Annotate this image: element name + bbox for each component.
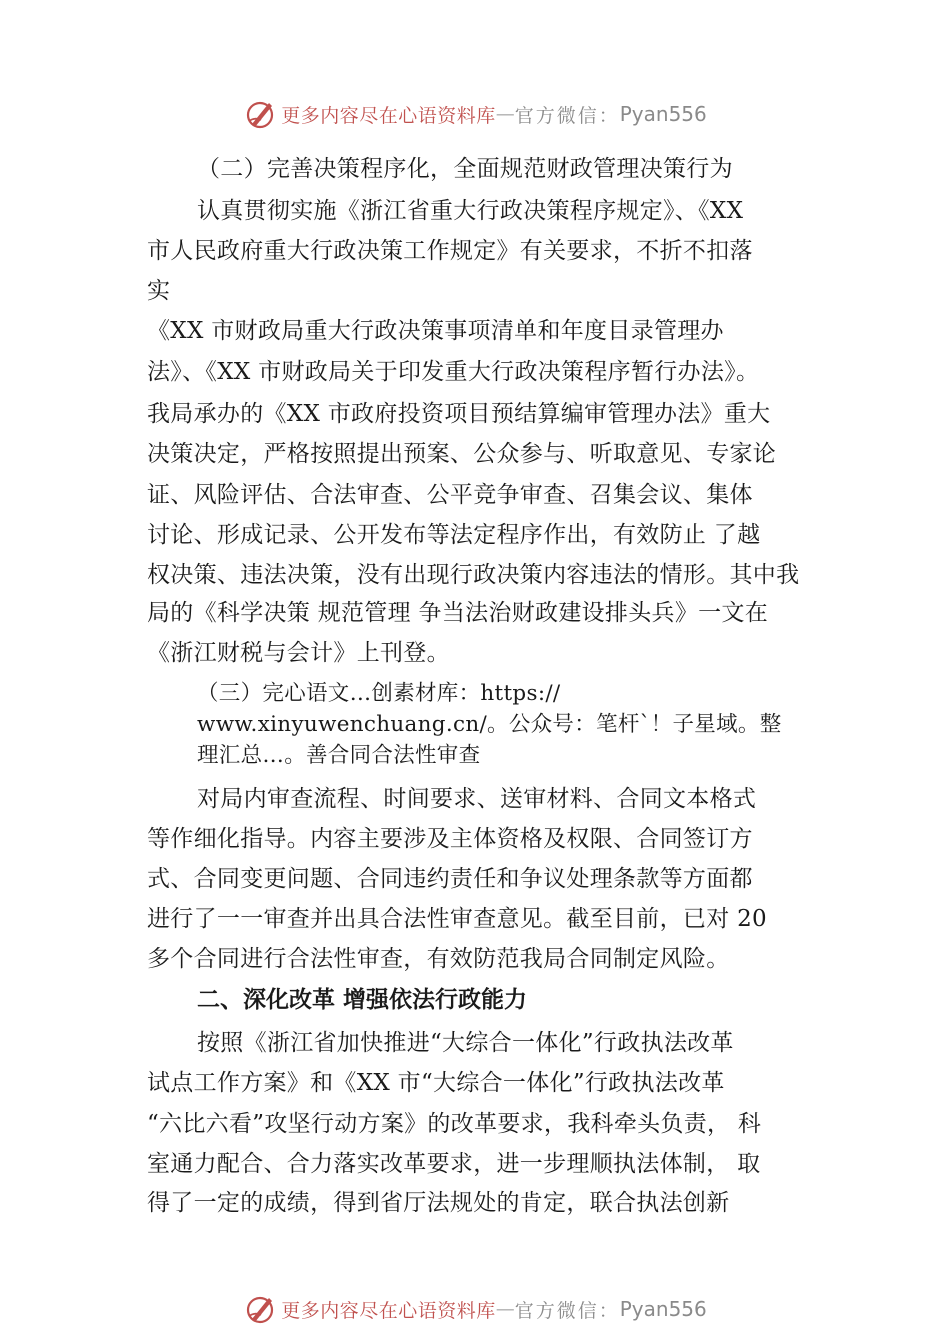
text-line: 证、风险评估、合法审查、公平竞争审查、召集会议、集体	[147, 482, 753, 508]
section-heading-3: （三）完心语文…创素材库：https://	[197, 681, 561, 706]
watermark-wechat-label: 官方微信：	[514, 104, 620, 127]
text-line: 多个合同进行合法性审查，有效防范我局合同制定风险。	[147, 946, 730, 972]
text-line: 按照《浙江省加快推进“大综合一体化”行政执法改革	[197, 1030, 734, 1056]
watermark-banner-top	[0, 94, 950, 134]
text-line: 理汇总…。善合同合法性审查	[197, 743, 481, 768]
text-line: 讨论、形成记录、公开发布等法定程序作出，有效防止 了越	[147, 522, 761, 548]
text-line: 进行了一一审查并出具合法性审查意见。截至目前，已对 20	[147, 906, 767, 932]
text-line: 式、合同变更问题、合同违约责任和争议处理条款等方面都	[147, 866, 753, 892]
text-line: 试点工作方案》和《XX 市“大综合一体化”行政执法改革	[147, 1070, 725, 1096]
watermark-wechat-id: Pyan556	[619, 102, 707, 126]
text-line: 市人民政府重大行政决策工作规定》有关要求，不折不扣落	[147, 238, 753, 264]
section-heading-2: （二）完善决策程序化，全面规范财政管理决策行为	[197, 156, 733, 182]
text-line: 得了一定的成绩，得到省厅法规处的肯定，联合执法创新	[147, 1190, 730, 1216]
text-line: 《XX 市财政局重大行政决策事项清单和年度目录管理办	[147, 318, 724, 344]
watermark-dash: —	[495, 1298, 515, 1320]
watermark-banner-bottom	[0, 1289, 950, 1329]
text-line: 室通力配合、合力落实改革要求，进一步理顺执法体制， 取	[147, 1151, 761, 1177]
pen-logo-icon	[243, 1292, 277, 1326]
text-line: 权决策、违法决策，没有出现行政决策内容违法的情形。其中我	[147, 562, 800, 588]
text-line: 法》、《XX 市财政局关于印发重大行政决策程序暂行办法》。	[147, 359, 760, 385]
text-line: 实	[147, 278, 171, 304]
watermark-dash: —	[495, 103, 515, 125]
text-line: 对局内审查流程、时间要求、送审材料、合同文本格式	[197, 786, 757, 812]
text-line: 我局承办的《XX 市政府投资项目预结算编审管理办法》重大	[147, 401, 771, 427]
pen-logo-icon	[243, 97, 277, 131]
watermark-text: 更多内容尽在心语资料库	[281, 104, 496, 127]
watermark-text: 更多内容尽在心语资料库	[281, 1299, 496, 1322]
text-line: 决策决定，严格按照提出预案、公众参与、听取意见、专家论	[147, 441, 777, 467]
text-line: 《浙江财税与会计》上刊登。	[147, 640, 450, 666]
text-line: 局的《科学决策 规范管理 争当法治财政建设排头兵》一文在	[147, 600, 769, 626]
watermark-wechat-label: 官方微信：	[514, 1299, 620, 1322]
section-heading-two: 二、深化改革 增强依法行政能力	[197, 987, 528, 1013]
watermark-wechat-id: Pyan556	[619, 1297, 707, 1321]
text-line: “六比六看”攻坚行动方案》的改革要求，我科牵头负责， 科	[147, 1111, 762, 1137]
text-line: 认真贯彻实施《浙江省重大行政决策程序规定》、《XX	[197, 198, 744, 224]
text-line: 等作细化指导。内容主要涉及主体资格及权限、合同签订方	[147, 826, 753, 852]
text-line: www.xinyuwenchuang.cn/。公众号：笔杆`！子星域。整	[197, 712, 782, 737]
